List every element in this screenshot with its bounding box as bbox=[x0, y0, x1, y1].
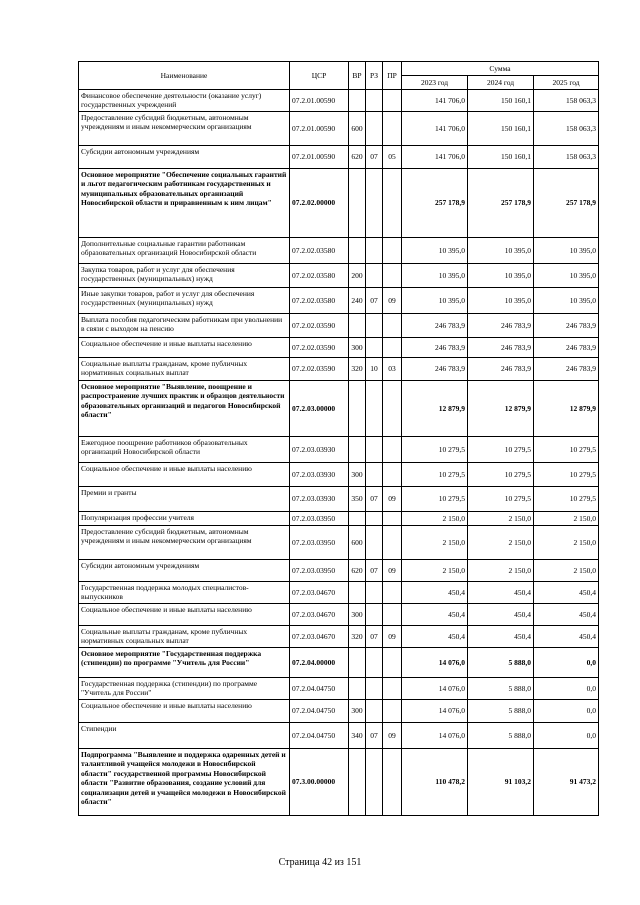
row-rz bbox=[366, 582, 383, 604]
row-name: Государственная поддержка молодых специалистов-выпускников bbox=[79, 582, 290, 604]
table-row bbox=[79, 723, 599, 749]
row-sum-2025: 0,0 bbox=[534, 648, 599, 678]
row-rz: 07 bbox=[366, 487, 383, 512]
row-sum-2023: 14 076,0 bbox=[402, 648, 468, 678]
row-sum-2025: 0,0 bbox=[534, 723, 599, 749]
row-name: Стипендии bbox=[79, 723, 290, 749]
table-row bbox=[79, 264, 599, 288]
row-csr: 07.2.01.00590 bbox=[290, 112, 349, 146]
row-vr: 340 bbox=[349, 723, 366, 749]
row-rz: 10 bbox=[366, 358, 383, 381]
row-sum-2024: 10 279,5 bbox=[468, 463, 534, 487]
row-rz bbox=[366, 264, 383, 288]
header-rz: РЗ bbox=[366, 62, 383, 90]
row-rz bbox=[366, 314, 383, 338]
row-vr: 320 bbox=[349, 626, 366, 648]
row-pr bbox=[383, 90, 402, 112]
row-sum-2023: 10 395,0 bbox=[402, 288, 468, 314]
row-rz: 07 bbox=[366, 288, 383, 314]
row-pr bbox=[383, 264, 402, 288]
row-sum-2023: 246 783,9 bbox=[402, 338, 468, 358]
row-sum-2023: 12 879,9 bbox=[402, 381, 468, 437]
row-sum-2023: 10 395,0 bbox=[402, 264, 468, 288]
row-sum-2024: 5 888,0 bbox=[468, 648, 534, 678]
row-name: Социальное обеспечение и иные выплаты населению bbox=[79, 700, 290, 723]
row-sum-2023: 141 706,0 bbox=[402, 146, 468, 169]
row-sum-2024: 2 150,0 bbox=[468, 512, 534, 526]
row-sum-2025: 2 150,0 bbox=[534, 526, 599, 560]
row-sum-2023: 10 279,5 bbox=[402, 487, 468, 512]
row-sum-2024: 450,4 bbox=[468, 582, 534, 604]
row-rz bbox=[366, 338, 383, 358]
row-sum-2023: 10 279,5 bbox=[402, 463, 468, 487]
table-row bbox=[79, 90, 599, 112]
table-row bbox=[79, 487, 599, 512]
row-csr: 07.2.02.03580 bbox=[290, 264, 349, 288]
row-sum-2024: 10 279,5 bbox=[468, 437, 534, 463]
row-rz bbox=[366, 678, 383, 700]
row-sum-2024: 5 888,0 bbox=[468, 723, 534, 749]
row-sum-2024: 450,4 bbox=[468, 626, 534, 648]
row-name: Социальное обеспечение и иные выплаты населению bbox=[79, 604, 290, 626]
row-vr: 300 bbox=[349, 604, 366, 626]
row-sum-2023: 14 076,0 bbox=[402, 678, 468, 700]
row-vr: 240 bbox=[349, 288, 366, 314]
row-sum-2025: 0,0 bbox=[534, 678, 599, 700]
row-sum-2025: 450,4 bbox=[534, 604, 599, 626]
table-row bbox=[79, 358, 599, 381]
row-rz: 07 bbox=[366, 626, 383, 648]
table-row bbox=[79, 626, 599, 648]
row-pr bbox=[383, 700, 402, 723]
table-row bbox=[79, 238, 599, 264]
row-rz: 07 bbox=[366, 560, 383, 582]
row-csr: 07.2.02.03590 bbox=[290, 338, 349, 358]
row-name: Финансовое обеспечение деятельности (оказание услуг) государственных учреждений bbox=[79, 90, 290, 112]
row-sum-2025: 10 395,0 bbox=[534, 238, 599, 264]
row-sum-2023: 110 478,2 bbox=[402, 749, 468, 816]
header-year-2024: 2024 год bbox=[468, 76, 534, 90]
row-rz bbox=[366, 381, 383, 437]
table-row bbox=[79, 700, 599, 723]
row-csr: 07.2.03.03930 bbox=[290, 487, 349, 512]
row-sum-2024: 246 783,9 bbox=[468, 314, 534, 338]
row-vr bbox=[349, 582, 366, 604]
row-sum-2025: 10 395,0 bbox=[534, 288, 599, 314]
row-name: Государственная поддержка (стипендии) по программе "Учитель для России" bbox=[79, 678, 290, 700]
row-sum-2024: 10 395,0 bbox=[468, 264, 534, 288]
row-name: Субсидии автономным учреждениям bbox=[79, 146, 290, 169]
row-rz bbox=[366, 604, 383, 626]
header-sum: Сумма bbox=[402, 62, 599, 76]
row-sum-2024: 91 103,2 bbox=[468, 749, 534, 816]
budget-table bbox=[78, 61, 599, 816]
row-pr: 09 bbox=[383, 626, 402, 648]
row-name: Ежегодное поощрение работников образовательных организаций Новосибирской области bbox=[79, 437, 290, 463]
row-pr bbox=[383, 512, 402, 526]
row-sum-2024: 257 178,9 bbox=[468, 169, 534, 238]
row-vr bbox=[349, 238, 366, 264]
table-row bbox=[79, 112, 599, 146]
table-row bbox=[79, 463, 599, 487]
row-sum-2024: 150 160,1 bbox=[468, 112, 534, 146]
row-name: Социальные выплаты гражданам, кроме публичных нормативных социальных выплат bbox=[79, 358, 290, 381]
row-rz: 07 bbox=[366, 723, 383, 749]
row-vr bbox=[349, 678, 366, 700]
row-name: Основное мероприятие "Обеспечение социальных гарантий и льгот педагогическим работникам государственных и муниципальных образовательных организаций Новосибирской области и приравненным к ним лицам" bbox=[79, 169, 290, 238]
header-csr: ЦСР bbox=[290, 62, 349, 90]
row-vr bbox=[349, 90, 366, 112]
row-sum-2023: 141 706,0 bbox=[402, 90, 468, 112]
row-rz bbox=[366, 238, 383, 264]
row-csr: 07.2.04.04750 bbox=[290, 678, 349, 700]
row-sum-2023: 450,4 bbox=[402, 626, 468, 648]
row-sum-2023: 2 150,0 bbox=[402, 526, 468, 560]
row-sum-2025: 450,4 bbox=[534, 582, 599, 604]
row-sum-2024: 150 160,1 bbox=[468, 146, 534, 169]
row-name: Социальное обеспечение и иные выплаты населению bbox=[79, 463, 290, 487]
row-sum-2025: 10 279,5 bbox=[534, 463, 599, 487]
row-sum-2025: 158 063,3 bbox=[534, 90, 599, 112]
table-row bbox=[79, 338, 599, 358]
row-csr: 07.2.03.03930 bbox=[290, 437, 349, 463]
row-sum-2025: 450,4 bbox=[534, 626, 599, 648]
row-csr: 07.2.01.00590 bbox=[290, 90, 349, 112]
row-sum-2024: 10 279,5 bbox=[468, 487, 534, 512]
row-sum-2023: 246 783,9 bbox=[402, 314, 468, 338]
row-vr: 300 bbox=[349, 338, 366, 358]
row-rz bbox=[366, 512, 383, 526]
row-pr bbox=[383, 582, 402, 604]
row-name: Иные закупки товаров, работ и услуг для обеспечения государственных (муниципальных) нужд bbox=[79, 288, 290, 314]
header-year-2023: 2023 год bbox=[402, 76, 468, 90]
row-pr bbox=[383, 648, 402, 678]
row-vr bbox=[349, 314, 366, 338]
row-sum-2023: 450,4 bbox=[402, 582, 468, 604]
row-pr bbox=[383, 678, 402, 700]
row-sum-2024: 246 783,9 bbox=[468, 358, 534, 381]
row-csr: 07.2.04.00000 bbox=[290, 648, 349, 678]
row-sum-2023: 450,4 bbox=[402, 604, 468, 626]
row-csr: 07.2.04.04750 bbox=[290, 700, 349, 723]
header-name: Наименование bbox=[79, 62, 290, 90]
row-pr bbox=[383, 338, 402, 358]
row-sum-2023: 2 150,0 bbox=[402, 560, 468, 582]
row-csr: 07.2.03.03950 bbox=[290, 560, 349, 582]
table-row bbox=[79, 678, 599, 700]
row-csr: 07.2.03.03950 bbox=[290, 526, 349, 560]
row-sum-2023: 2 150,0 bbox=[402, 512, 468, 526]
row-name: Предоставление субсидий бюджетным, автономным учреждениям и иным некоммерческим организациям bbox=[79, 526, 290, 560]
row-pr: 09 bbox=[383, 487, 402, 512]
table-row bbox=[79, 146, 599, 169]
row-name: Дополнительные социальные гарантии работникам образовательных организаций Новосибирской области bbox=[79, 238, 290, 264]
header-vr: ВР bbox=[349, 62, 366, 90]
row-vr bbox=[349, 437, 366, 463]
row-pr: 05 bbox=[383, 146, 402, 169]
row-vr: 300 bbox=[349, 700, 366, 723]
row-pr bbox=[383, 381, 402, 437]
table-row bbox=[79, 437, 599, 463]
header-pr: ПР bbox=[383, 62, 402, 90]
row-sum-2025: 246 783,9 bbox=[534, 314, 599, 338]
row-rz bbox=[366, 700, 383, 723]
row-csr: 07.2.03.04670 bbox=[290, 582, 349, 604]
row-pr: 09 bbox=[383, 288, 402, 314]
table-body bbox=[79, 90, 599, 816]
table-row bbox=[79, 526, 599, 560]
row-sum-2025: 2 150,0 bbox=[534, 512, 599, 526]
row-name: Подпрограмма "Выявление и поддержка одаренных детей и талантливой учащейся молодежи в Новосибирской области" государственной программы Новосибирской области "Развитие образования, создание условий для социализации детей и учащейся молодежи в Новосибирской области" bbox=[79, 749, 290, 816]
row-name: Основное мероприятие "Государственная поддержка (стипендии) по программе "Учитель для России" bbox=[79, 648, 290, 678]
row-name: Социальные выплаты гражданам, кроме публичных нормативных социальных выплат bbox=[79, 626, 290, 648]
row-pr: 09 bbox=[383, 723, 402, 749]
row-sum-2025: 246 783,9 bbox=[534, 338, 599, 358]
row-vr: 350 bbox=[349, 487, 366, 512]
row-csr: 07.2.03.00000 bbox=[290, 381, 349, 437]
row-sum-2025: 12 879,9 bbox=[534, 381, 599, 437]
row-sum-2025: 0,0 bbox=[534, 700, 599, 723]
row-vr: 320 bbox=[349, 358, 366, 381]
row-csr: 07.2.02.03590 bbox=[290, 314, 349, 338]
row-rz bbox=[366, 526, 383, 560]
row-csr: 07.2.03.04670 bbox=[290, 604, 349, 626]
row-name: Социальное обеспечение и иные выплаты населению bbox=[79, 338, 290, 358]
row-pr bbox=[383, 463, 402, 487]
row-sum-2024: 12 879,9 bbox=[468, 381, 534, 437]
row-name: Популяризация профессии учителя bbox=[79, 512, 290, 526]
row-rz bbox=[366, 437, 383, 463]
row-vr: 600 bbox=[349, 112, 366, 146]
table-row bbox=[79, 560, 599, 582]
row-pr bbox=[383, 314, 402, 338]
row-sum-2025: 246 783,9 bbox=[534, 358, 599, 381]
row-sum-2023: 141 706,0 bbox=[402, 112, 468, 146]
row-name: Премии и гранты bbox=[79, 487, 290, 512]
row-vr bbox=[349, 381, 366, 437]
row-sum-2025: 158 063,3 bbox=[534, 112, 599, 146]
row-pr: 09 bbox=[383, 560, 402, 582]
row-sum-2024: 246 783,9 bbox=[468, 338, 534, 358]
row-vr bbox=[349, 749, 366, 816]
row-sum-2025: 10 395,0 bbox=[534, 264, 599, 288]
row-csr: 07.2.03.04670 bbox=[290, 626, 349, 648]
row-csr: 07.2.02.03580 bbox=[290, 288, 349, 314]
row-csr: 07.2.04.04750 bbox=[290, 723, 349, 749]
row-csr: 07.2.03.03930 bbox=[290, 463, 349, 487]
row-rz bbox=[366, 648, 383, 678]
row-pr: 03 bbox=[383, 358, 402, 381]
row-vr bbox=[349, 169, 366, 238]
row-sum-2023: 10 279,5 bbox=[402, 437, 468, 463]
table-row bbox=[79, 582, 599, 604]
table-row bbox=[79, 604, 599, 626]
row-sum-2024: 150 160,1 bbox=[468, 90, 534, 112]
row-sum-2025: 10 279,5 bbox=[534, 437, 599, 463]
row-sum-2024: 5 888,0 bbox=[468, 678, 534, 700]
row-vr: 620 bbox=[349, 146, 366, 169]
row-csr: 07.2.02.00000 bbox=[290, 169, 349, 238]
table-row bbox=[79, 288, 599, 314]
row-csr: 07.2.02.03590 bbox=[290, 358, 349, 381]
row-sum-2025: 10 279,5 bbox=[534, 487, 599, 512]
row-name: Закупка товаров, работ и услуг для обеспечения государственных (муниципальных) нужд bbox=[79, 264, 290, 288]
row-vr: 200 bbox=[349, 264, 366, 288]
row-sum-2025: 91 473,2 bbox=[534, 749, 599, 816]
row-rz bbox=[366, 749, 383, 816]
row-vr bbox=[349, 512, 366, 526]
table-row bbox=[79, 512, 599, 526]
row-rz bbox=[366, 90, 383, 112]
row-pr bbox=[383, 437, 402, 463]
row-sum-2024: 5 888,0 bbox=[468, 700, 534, 723]
table-row bbox=[79, 314, 599, 338]
table-row bbox=[79, 648, 599, 678]
row-pr bbox=[383, 604, 402, 626]
row-csr: 07.2.03.03950 bbox=[290, 512, 349, 526]
row-sum-2025: 158 063,3 bbox=[534, 146, 599, 169]
row-sum-2024: 2 150,0 bbox=[468, 526, 534, 560]
row-rz bbox=[366, 169, 383, 238]
row-sum-2024: 2 150,0 bbox=[468, 560, 534, 582]
row-pr bbox=[383, 526, 402, 560]
row-rz bbox=[366, 112, 383, 146]
table-row bbox=[79, 169, 599, 238]
row-sum-2023: 14 076,0 bbox=[402, 700, 468, 723]
row-vr bbox=[349, 648, 366, 678]
row-sum-2023: 14 076,0 bbox=[402, 723, 468, 749]
table-row bbox=[79, 749, 599, 816]
row-sum-2024: 10 395,0 bbox=[468, 288, 534, 314]
row-rz: 07 bbox=[366, 146, 383, 169]
row-rz bbox=[366, 463, 383, 487]
row-name: Субсидии автономным учреждениям bbox=[79, 560, 290, 582]
row-sum-2023: 246 783,9 bbox=[402, 358, 468, 381]
row-name: Выплата пособия педагогическим работникам при увольнении в связи с выходом на пенсию bbox=[79, 314, 290, 338]
row-pr bbox=[383, 749, 402, 816]
row-sum-2025: 2 150,0 bbox=[534, 560, 599, 582]
row-vr: 620 bbox=[349, 560, 366, 582]
row-vr: 600 bbox=[349, 526, 366, 560]
row-pr bbox=[383, 238, 402, 264]
table-row bbox=[79, 381, 599, 437]
page-footer: Страница 42 из 151 bbox=[278, 857, 362, 868]
row-name: Предоставление субсидий бюджетным, автономным учреждениям и иным некоммерческим организациям bbox=[79, 112, 290, 146]
row-sum-2024: 10 395,0 bbox=[468, 238, 534, 264]
row-sum-2023: 10 395,0 bbox=[402, 238, 468, 264]
row-csr: 07.2.02.03580 bbox=[290, 238, 349, 264]
row-pr bbox=[383, 169, 402, 238]
row-pr bbox=[383, 112, 402, 146]
row-sum-2025: 257 178,9 bbox=[534, 169, 599, 238]
header-year-2025: 2025 год bbox=[534, 76, 599, 90]
row-name: Основное мероприятие "Выявление, поощрение и распространение лучших практик и образцов деятельности образовательных организаций и педагогов Новосибирской области" bbox=[79, 381, 290, 437]
row-sum-2023: 257 178,9 bbox=[402, 169, 468, 238]
row-csr: 07.3.00.00000 bbox=[290, 749, 349, 816]
row-sum-2024: 450,4 bbox=[468, 604, 534, 626]
row-vr: 300 bbox=[349, 463, 366, 487]
row-csr: 07.2.01.00590 bbox=[290, 146, 349, 169]
